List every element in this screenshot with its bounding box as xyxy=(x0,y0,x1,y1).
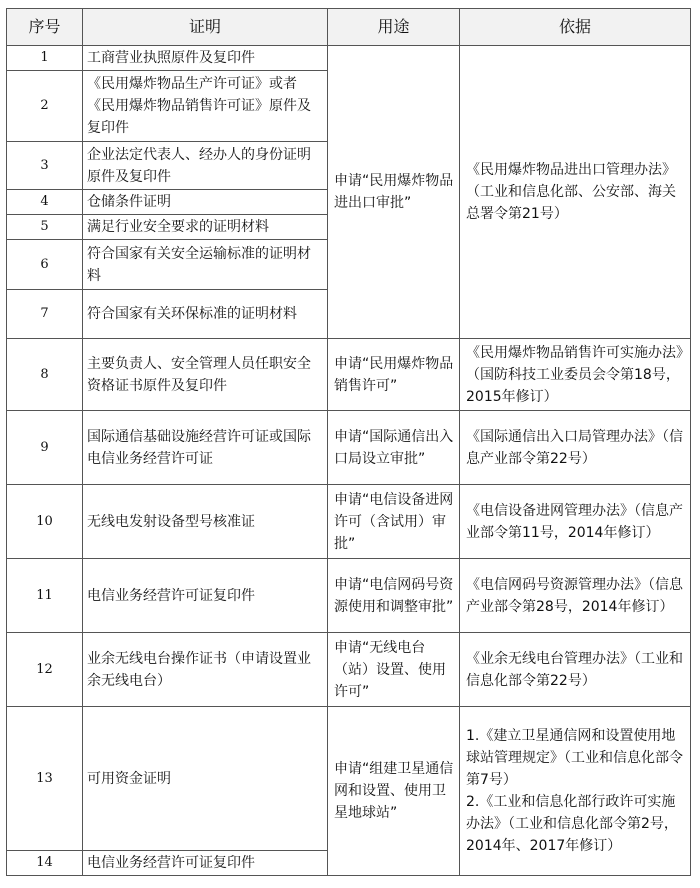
use-cell: 申请“国际通信出入口局设立审批” xyxy=(328,411,460,485)
row-number: 11 xyxy=(7,559,83,633)
table-row xyxy=(7,411,691,485)
proof-cell: 主要负责人、安全管理人员任职安全资格证书原件及复印件 xyxy=(83,339,328,411)
use-cell: 申请“电信网码号资源使用和调整审批” xyxy=(328,559,460,633)
basis-item-2: 2.《工业和信息化部行政许可实施办法》（工业和信息化部令第2号，2014年、2017年修订） xyxy=(466,794,678,854)
header-basis: 依据 xyxy=(460,9,691,46)
table-row xyxy=(7,339,691,411)
proof-cell: 《民用爆炸物品生产许可证》或者《民用爆炸物品销售许可证》原件及复印件 xyxy=(83,71,328,142)
proof-cell: 工商营业执照原件及复印件 xyxy=(83,46,328,71)
basis-cell: 《电信设备进网管理办法》（信息产业部令第11号，2014年修订） xyxy=(460,485,691,559)
table-row xyxy=(7,485,691,559)
proof-cell: 满足行业安全要求的证明材料 xyxy=(83,215,328,240)
basis-cell: 《国际通信出入口局管理办法》（信息产业部令第22号） xyxy=(460,411,691,485)
row-number: 6 xyxy=(7,240,83,290)
row-number: 7 xyxy=(7,290,83,339)
header-row xyxy=(7,9,691,46)
table-row xyxy=(7,559,691,633)
use-cell: 申请“电信设备进网许可（含试用）审批” xyxy=(328,485,460,559)
proof-cell: 无线电发射设备型号核准证 xyxy=(83,485,328,559)
proof-cell: 电信业务经营许可证复印件 xyxy=(83,559,328,633)
table-row xyxy=(7,46,691,71)
table-row xyxy=(7,633,691,707)
proof-cell: 企业法定代表人、经办人的身份证明原件及复印件 xyxy=(83,142,328,190)
use-cell: 申请“无线电台（站）设置、使用许可” xyxy=(328,633,460,707)
row-number: 8 xyxy=(7,339,83,411)
use-cell: 申请“组建卫星通信网和设置、使用卫星地球站” xyxy=(328,707,460,876)
basis-cell: 《民用爆炸物品销售许可实施办法》（国防科技工业委员会令第18号，2015年修订） xyxy=(460,339,691,411)
basis-item-1: 1.《建立卫星通信网和设置使用地球站管理规定》（工业和信息化部令第7号） xyxy=(466,728,683,788)
table-row xyxy=(7,707,691,851)
proof-cell: 符合国家有关安全运输标准的证明材料 xyxy=(83,240,328,290)
header-proof: 证明 xyxy=(83,9,328,46)
row-number: 1 xyxy=(7,46,83,71)
use-cell: 申请“民用爆炸物品销售许可” xyxy=(328,339,460,411)
proof-cell: 可用资金证明 xyxy=(83,707,328,851)
basis-cell xyxy=(460,707,691,876)
proof-cell: 仓储条件证明 xyxy=(83,190,328,215)
proof-table xyxy=(6,8,691,876)
proof-cell: 国际通信基础设施经营许可证或国际电信业务经营许可证 xyxy=(83,411,328,485)
row-number: 4 xyxy=(7,190,83,215)
row-number: 10 xyxy=(7,485,83,559)
row-number: 2 xyxy=(7,71,83,142)
row-number: 12 xyxy=(7,633,83,707)
proof-cell: 电信业务经营许可证复印件 xyxy=(83,851,328,876)
row-number: 5 xyxy=(7,215,83,240)
header-use: 用途 xyxy=(328,9,460,46)
row-number: 13 xyxy=(7,707,83,851)
row-number: 14 xyxy=(7,851,83,876)
header-no: 序号 xyxy=(7,9,83,46)
proof-cell: 符合国家有关环保标准的证明材料 xyxy=(83,290,328,339)
row-number: 3 xyxy=(7,142,83,190)
row-number: 9 xyxy=(7,411,83,485)
use-cell: 申请“民用爆炸物品进出口审批” xyxy=(328,46,460,339)
basis-cell: 《民用爆炸物品进出口管理办法》（工业和信息化部、公安部、海关总署令第21号） xyxy=(460,46,691,339)
basis-cell: 《电信网码号资源管理办法》（信息产业部令第28号，2014年修订） xyxy=(460,559,691,633)
proof-cell: 业余无线电台操作证书（申请设置业余无线电台） xyxy=(83,633,328,707)
basis-cell: 《业余无线电台管理办法》（工业和信息化部令第22号） xyxy=(460,633,691,707)
